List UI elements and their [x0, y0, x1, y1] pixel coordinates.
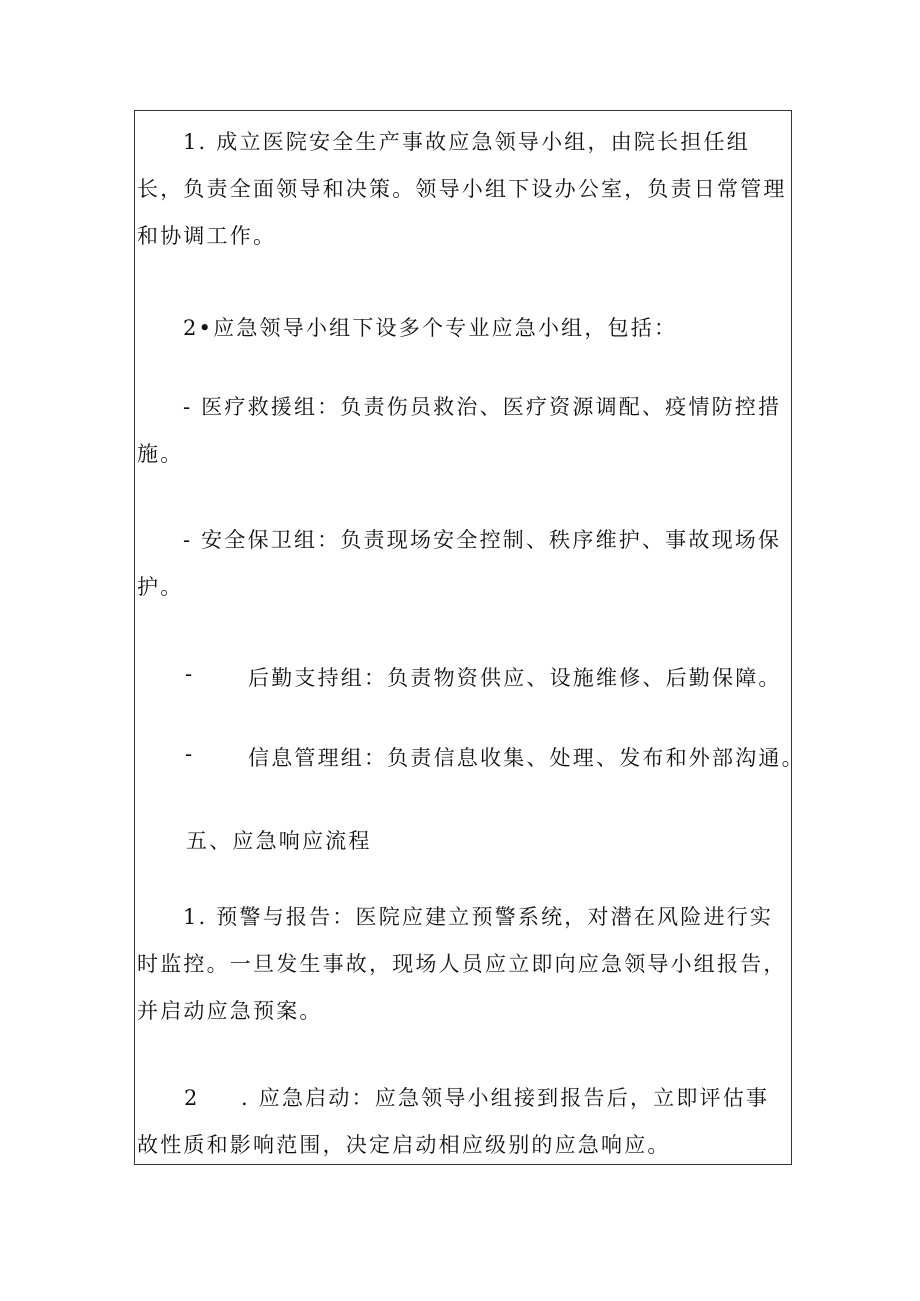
paragraph-logistics-group: 后勤支持组：负责物资供应、设施维修、后勤保障。 — [248, 666, 782, 690]
paragraph-security-group: - 安全保卫组：负责现场安全控制、秩序维护、事故现场保护。 — [137, 528, 782, 599]
section-heading-emergency-response: 五、应急响应流程 — [186, 829, 372, 853]
paragraph-medical-rescue-group: - 医疗救援组：负责伤员救治、医疗资源调配、疫情防控措施。 — [137, 395, 782, 466]
paragraph-emergency-start: . 应急启动：应急领导小组接到报告后，立即评估事故性质和影响范围，决定启动相应级别的应急响应。 — [137, 1086, 770, 1157]
dash-information: - — [185, 742, 195, 766]
dash-logistics: - — [185, 662, 195, 686]
paragraph-number-2: 2 — [184, 1086, 200, 1110]
paragraph-special-groups: 2•应急领导小组下设多个专业应急小组，包括： — [183, 316, 678, 340]
paragraph-warning-report: 1. 预警与报告：医院应建立预警系统，对潜在风险进行实时监控。一旦发生事故，现场人员应立即向应急领导小组报告，并启动应急预案。 — [137, 905, 787, 1023]
paragraph-information-group: 信息管理组：负责信息收集、处理、发布和外部沟通。 — [248, 746, 805, 770]
paragraph-leadership-group: 1. 成立医院安全生产事故应急领导小组，由院长担任组长，负责全面领导和决策。领导小组下设办公室，负责日常管理和协调工作。 — [137, 130, 787, 248]
